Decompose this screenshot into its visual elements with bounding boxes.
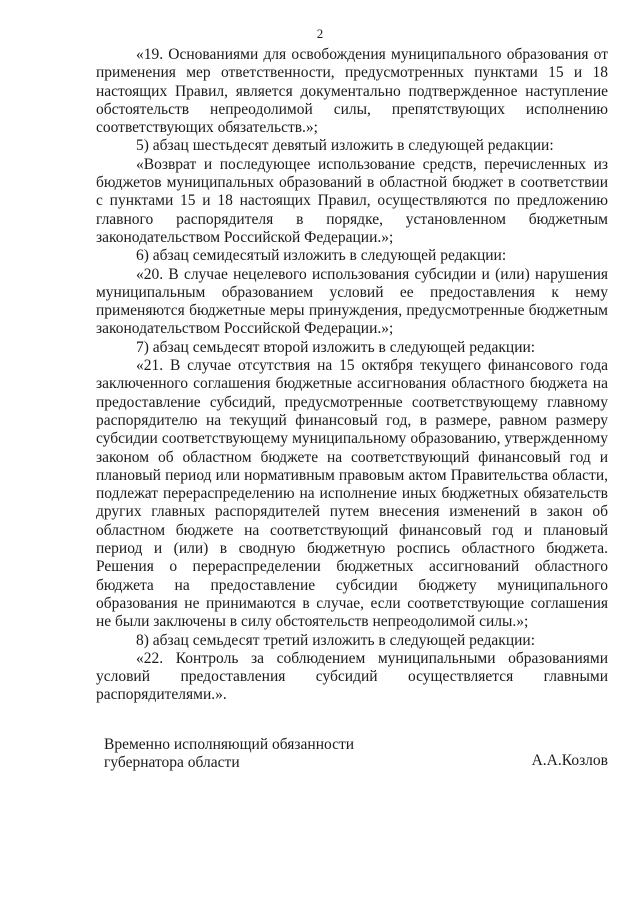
paragraph-22-control: «22. Контроль за соблюдением муниципальными образованиями условий предоставления субсидий осуществляется главными распорядителями.». xyxy=(96,649,608,704)
paragraph-21-reallocation: «21. В случае отсутствия на 15 октября текущего финансового года заключенного соглашения бюджетные ассигнования областного бюджета на предоставление субсидий, предусмотренные соответствующему главному распорядителю на текущий финансовый год, в размере, равном размеру субсидии соответствующему муниципальному образованию, утвержденному законом об областном бюджете на соответствующий финансовый год и плановый период или нормативным правовым актом Правительства области, подлежат перераспределению на исполнение иных бюджетных обязательств других главных распорядителей путем внесения изменений в закон об областном бюджете на соответствующий финансовый год и плановый период и (или) в сводную бюджетную роспись областного бюджета. Решения о перераспределении бюджетных ассигнований областного бюджета на предоставление субсидии бюджету муниципального образования не принимаются в случае, если соответствующие соглашения не были заключены в силу обстоятельств непреодолимой силы.»; xyxy=(96,357,608,631)
paragraph-funds-return: «Возврат и последующее использование средств, перечисленных из бюджетов муниципальных образований в областной бюджет в соответствии с пунктами 15 и 18 настоящих Правил, осуществляются по предложению главного распорядителя в порядке, установленном бюджетным законодательством Российской Федерации.»; xyxy=(96,155,608,246)
page-number: 2 xyxy=(316,26,324,41)
signatory-title-line-1: Временно исполняющий обязанности xyxy=(104,736,355,753)
signatory-name: А.А.Козлов xyxy=(531,752,608,769)
amendment-6-instruction: 6) абзац семидесятый изложить в следующей редакции: xyxy=(136,247,507,265)
paragraph-20-misuse: «20. В случае нецелевого использования субсидии и (или) нарушения муниципальным образованием условий ее предоставления к нему применяются бюджетные меры принуждения, предусмотренные бюджетным законодательством Российской Федерации.»; xyxy=(96,265,608,338)
signatory-title xyxy=(104,736,404,773)
amendment-5-instruction: 5) абзац шестьдесят девятый изложить в следующей редакции: xyxy=(136,137,554,155)
paragraph-19-liability-exemption: «19. Основаниями для освобождения муниципального образования от применения мер ответственности, предусмотренных пунктами 15 и 18 настоящих Правил, является документально подтвержденное наступление обстоятельств непреодолимой силы, препятствующих исполнению соответствующих обязательств.»; xyxy=(96,46,608,137)
amendment-7-instruction: 7) абзац семьдесят второй изложить в следующей редакции: xyxy=(136,338,536,356)
amendment-8-instruction: 8) абзац семьдесят третий изложить в следующей редакции: xyxy=(136,631,536,649)
signatory-title-line-2: губернатора области xyxy=(104,754,240,772)
document-body xyxy=(96,46,608,705)
